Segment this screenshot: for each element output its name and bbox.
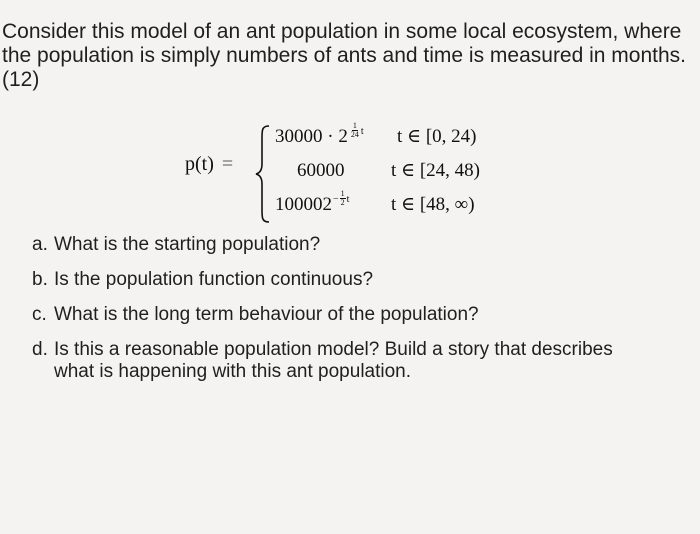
piece-row-2 (275, 158, 505, 184)
question-a (32, 234, 682, 256)
question-a-text: What is the starting population? (54, 234, 321, 255)
piece-1-exponent: 1 24 t (350, 121, 364, 139)
piece-1-condition: t ∈ [0, 24) (397, 126, 477, 147)
intro-line-1: Consider this model of an ant population in some local ecosystem, where (2, 20, 682, 43)
left-brace (255, 124, 271, 224)
question-d-label: d. (32, 339, 48, 360)
question-b-label: b. (32, 269, 48, 290)
equals-sign: = (221, 153, 234, 175)
piece-2-expression: 60000 (297, 160, 345, 181)
question-b-text: Is the population function continuous? (54, 269, 374, 290)
piece-3-condition: t ∈ [48, ∞) (391, 194, 475, 215)
question-a-label: a. (32, 234, 48, 255)
question-b (32, 269, 682, 291)
piece-1-expression: 30000 · 2 $^{\frac{1}{24} t}$ (275, 121, 364, 147)
equation-lhs (185, 153, 233, 176)
piece-row-1 (275, 121, 505, 150)
intro-points: (12) (2, 68, 40, 91)
question-c-text: What is the long term behaviour of the population? (54, 304, 479, 325)
question-c (32, 304, 682, 326)
piece-3-expression: $100002^{- \frac{1}{2} t}$ (275, 189, 350, 215)
question-d-text-line-2: what is happening with this ant population. (54, 361, 412, 382)
question-list (32, 234, 682, 396)
piecewise-equation (185, 122, 505, 227)
piece-3-exponent: − 1 2 t (333, 189, 350, 207)
problem-intro (2, 20, 692, 92)
question-d-text-line-1: Is this a reasonable population model? Build a story that describes (54, 339, 613, 360)
intro-line-2: the population is simply numbers of ants and time is measured in months. (2, 44, 687, 67)
question-d (32, 339, 682, 383)
piece-row-3 (275, 189, 505, 218)
question-c-label: c. (32, 304, 47, 325)
piece-2-condition: t ∈ [24, 48) (391, 160, 480, 181)
function-name: p(t) (185, 153, 214, 175)
